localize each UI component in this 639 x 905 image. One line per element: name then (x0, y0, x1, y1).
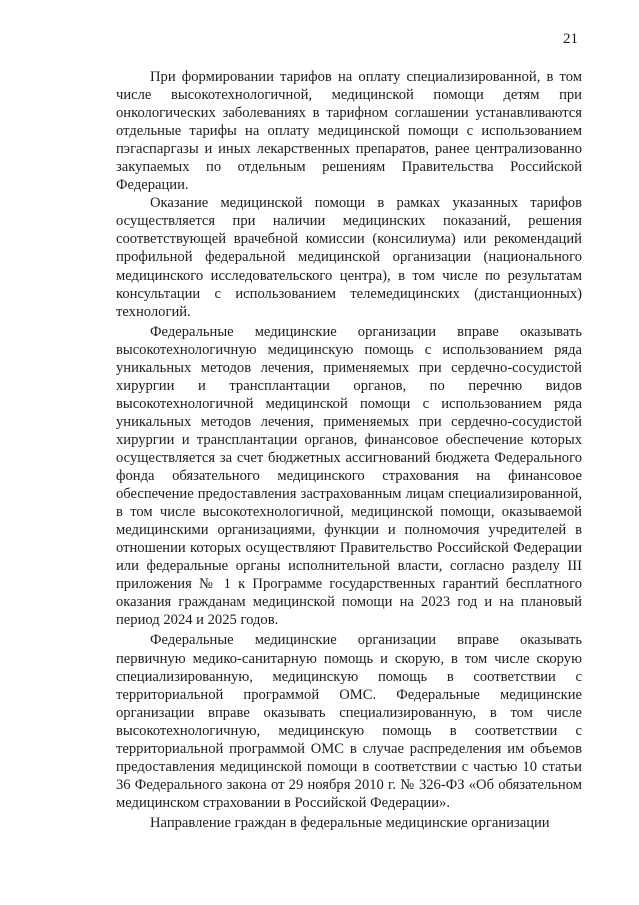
paragraph-medical-indications: Оказание медицинской помощи в рамках указанных тарифов осуществляется при наличии медицинских показаний, решения соответствующей врачебной комиссии (консилиума) или рекомендаций профильной федеральной медицинской организации (национального медицинского исследовательского центра), в том числе по результатам консультации с использованием телемедицинских (дистанционных) технологий. (116, 195, 582, 320)
paragraph-referral: Направление граждан в федеральные медицинские организации (150, 814, 550, 831)
paragraph-tariffs-oncology: При формировании тарифов на оплату специализированной, в том числе высокотехнологичной, медицинской помощи детям при онкологических заболеваниях в тарифном соглашении устанавливаются отдельные тарифы на оплату медицинской помощи с использованием пэгаспаргазы и иных лекарственных препаратов, ранее централизованно закупаемых по отдельным решениям Правительства Российской Федерации. (116, 69, 582, 194)
paragraph-high-tech-care: Федеральные медицинские организации вправе оказывать высокотехнологичную медицинскую помощь с использованием ряда уникальных методов лечения, применяемых при сердечно-сосудистой хирургии и трансплантации органов, по перечню видов высокотехнологичной медицинской помощи с использованием ряда уникальных методов лечения, применяемых при сердечно-сосудистой хирургии и трансплантации органов, финансовое обеспечение которых осуществляется за счет бюджетных ассигнований бюджета Федерального фонда обязательного медицинского страхования на финансовое обеспечение предоставления застрахованным лицам специализированной, в том числе высокотехнологичной, медицинской помощи, оказываемой медицинскими организациями, функции и полномочия учредителей в отношении которых осуществляют Правительство Российской Федерации или федеральные органы исполнительной власти, согласно разделу III приложения № 1 к Программе государственных гарантий бесплатного оказания гражданам медицинской помощи на 2023 год и на плановый период 2024 и 2025 годов. (116, 323, 582, 629)
paragraph-primary-care: Федеральные медицинские организации вправе оказывать первичную медико-санитарную помощь и скорую, в том числе скорую специализированную, медицинскую помощь в соответствии с территориальной программой ОМС. Федеральные медицинские организации вправе оказывать специализированную, в том числе высокотехнологичную, медицинскую помощь в соответствии с территориальной программой ОМС в случае распределения им объемов предоставления медицинской помощи в соответствии с частью 10 статьи 36 Федерального закона от 29 ноября 2010 г. № 326-ФЗ «Об обязательном медицинском страховании в Российской Федерации». (116, 632, 582, 811)
page-number: 21 (563, 31, 578, 47)
document-body (116, 68, 582, 832)
